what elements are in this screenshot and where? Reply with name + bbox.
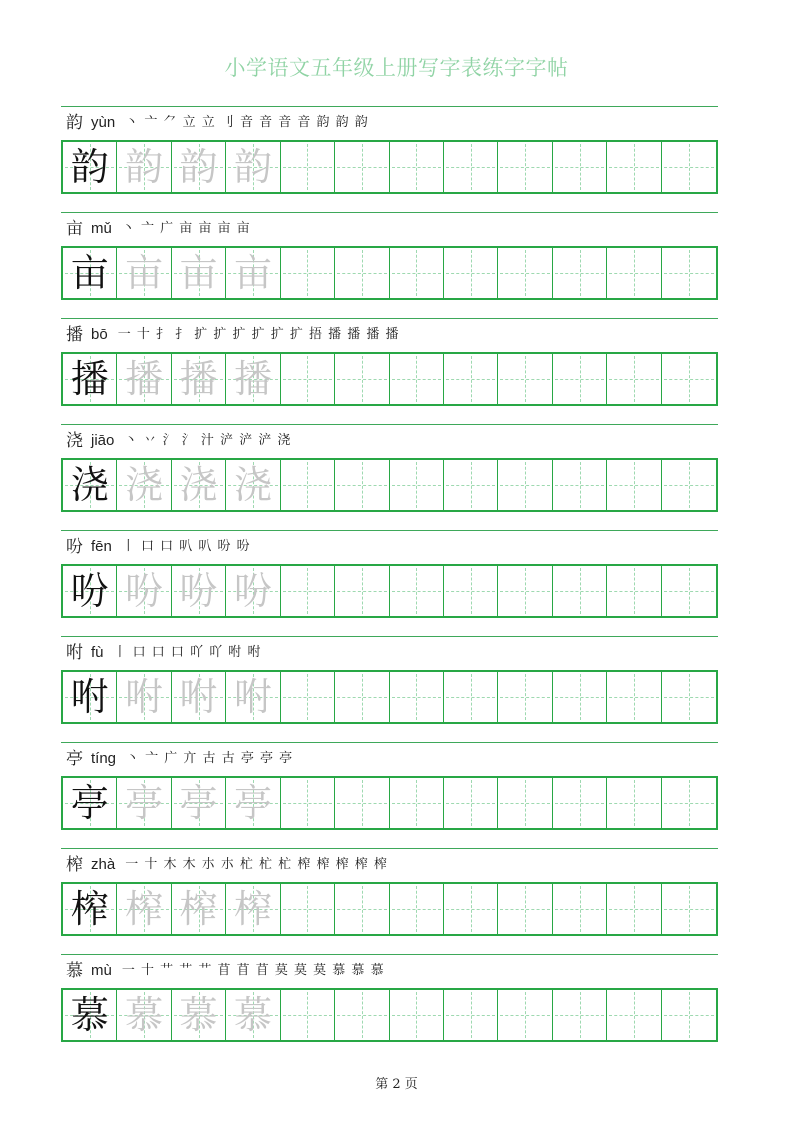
- trace-character: 浇: [125, 463, 164, 507]
- model-cell: [63, 990, 117, 1040]
- blank-practice-cell[interactable]: [444, 884, 498, 934]
- trace-cell: [172, 990, 226, 1040]
- blank-practice-cell[interactable]: [335, 990, 389, 1040]
- character-header: [66, 855, 388, 875]
- stroke-order: 一 十 木 木 朩 朩 杧 杧 杧 榨 榨 榨 榨 榨: [125, 857, 388, 872]
- writing-grid: [61, 564, 718, 618]
- practice-section: [61, 848, 718, 940]
- model-character: 浇: [70, 463, 109, 507]
- blank-practice-cell[interactable]: [444, 248, 498, 298]
- stroke-order: 丨 口 口 叭 叭 吩 吩: [121, 539, 251, 554]
- blank-practice-cell[interactable]: [335, 884, 389, 934]
- practice-section: [61, 106, 718, 198]
- trace-cell: [172, 248, 226, 298]
- blank-practice-cell[interactable]: [607, 142, 661, 192]
- model-character: 韵: [70, 145, 109, 189]
- trace-character: 咐: [233, 675, 272, 719]
- blank-practice-cell[interactable]: [390, 990, 444, 1040]
- trace-cell: [172, 566, 226, 616]
- trace-cell: [226, 248, 280, 298]
- blank-practice-cell[interactable]: [553, 142, 607, 192]
- blank-practice-cell[interactable]: [281, 778, 335, 828]
- blank-practice-cell[interactable]: [662, 142, 716, 192]
- trace-cell: [172, 354, 226, 404]
- model-cell: [63, 672, 117, 722]
- blank-practice-cell[interactable]: [553, 884, 607, 934]
- section-divider: [61, 530, 718, 531]
- blank-practice-cell[interactable]: [662, 248, 716, 298]
- trace-character: 榨: [179, 887, 218, 931]
- blank-practice-cell[interactable]: [553, 990, 607, 1040]
- blank-practice-cell[interactable]: [390, 566, 444, 616]
- trace-character: 亩: [179, 251, 218, 295]
- practice-section: [61, 424, 718, 516]
- blank-practice-cell[interactable]: [444, 990, 498, 1040]
- blank-practice-cell[interactable]: [498, 990, 552, 1040]
- section-divider: [61, 954, 718, 955]
- trace-cell: [226, 142, 280, 192]
- section-divider: [61, 424, 718, 425]
- trace-character: 播: [179, 357, 218, 401]
- pinyin-label: fù: [91, 644, 104, 661]
- blank-practice-cell[interactable]: [607, 460, 661, 510]
- trace-cell: [226, 566, 280, 616]
- pinyin-label: bō: [91, 326, 108, 343]
- trace-character: 浇: [179, 463, 218, 507]
- trace-cell: [117, 460, 171, 510]
- trace-character: 慕: [233, 993, 272, 1037]
- model-character: 咐: [70, 675, 109, 719]
- trace-cell: [117, 884, 171, 934]
- writing-grid: [61, 776, 718, 830]
- section-divider: [61, 318, 718, 319]
- writing-grid: [61, 670, 718, 724]
- trace-cell: [226, 990, 280, 1040]
- character-header: [66, 325, 400, 345]
- blank-practice-cell[interactable]: [390, 778, 444, 828]
- writing-grid: [61, 246, 718, 300]
- blank-practice-cell[interactable]: [390, 460, 444, 510]
- blank-practice-cell[interactable]: [662, 778, 716, 828]
- practice-section: [61, 954, 718, 1046]
- blank-practice-cell[interactable]: [607, 672, 661, 722]
- stroke-order: 丶 亠 ⺈ 立 立 ⺉ 音 音 音 音 韵 韵 韵: [125, 115, 369, 130]
- blank-practice-cell[interactable]: [281, 460, 335, 510]
- trace-character: 亭: [233, 781, 272, 825]
- stroke-order: 一 十 艹 艹 艹 苜 苜 苜 莫 莫 莫 慕 慕 慕: [121, 963, 385, 978]
- model-character: 亭: [70, 781, 109, 825]
- character-header: [66, 113, 369, 133]
- trace-character: 亩: [233, 251, 272, 295]
- blank-practice-cell[interactable]: [607, 990, 661, 1040]
- trace-cell: [117, 248, 171, 298]
- blank-practice-cell[interactable]: [335, 248, 389, 298]
- blank-practice-cell[interactable]: [498, 672, 552, 722]
- trace-cell: [172, 778, 226, 828]
- blank-practice-cell[interactable]: [281, 884, 335, 934]
- header-character: 浇: [66, 431, 83, 451]
- trace-character: 咐: [179, 675, 218, 719]
- writing-grid: [61, 882, 718, 936]
- trace-cell: [117, 354, 171, 404]
- blank-practice-cell[interactable]: [281, 142, 335, 192]
- header-character: 榨: [66, 855, 83, 875]
- trace-character: 吩: [233, 569, 272, 613]
- model-character: 榨: [70, 887, 109, 931]
- trace-cell: [172, 884, 226, 934]
- trace-character: 慕: [125, 993, 164, 1037]
- header-character: 播: [66, 325, 83, 345]
- model-character: 播: [70, 357, 109, 401]
- blank-practice-cell[interactable]: [498, 778, 552, 828]
- header-character: 亭: [66, 749, 83, 769]
- pinyin-label: mǔ: [91, 220, 112, 237]
- trace-cell: [117, 778, 171, 828]
- trace-character: 浇: [233, 463, 272, 507]
- stroke-order: 丶 丷 氵 氵 汁 浐 浐 浐 浇: [124, 433, 292, 448]
- blank-practice-cell[interactable]: [444, 778, 498, 828]
- writing-grid: [61, 988, 718, 1042]
- trace-character: 播: [125, 357, 164, 401]
- trace-character: 亭: [125, 781, 164, 825]
- practice-section: [61, 530, 718, 622]
- model-cell: [63, 778, 117, 828]
- trace-cell: [117, 990, 171, 1040]
- practice-section: [61, 318, 718, 410]
- trace-character: 韵: [233, 145, 272, 189]
- trace-cell: [226, 884, 280, 934]
- blank-practice-cell[interactable]: [662, 672, 716, 722]
- trace-character: 韵: [179, 145, 218, 189]
- blank-practice-cell[interactable]: [281, 248, 335, 298]
- blank-practice-cell[interactable]: [444, 672, 498, 722]
- blank-practice-cell[interactable]: [662, 990, 716, 1040]
- blank-practice-cell[interactable]: [335, 566, 389, 616]
- character-header: [66, 431, 291, 451]
- blank-practice-cell[interactable]: [662, 884, 716, 934]
- trace-cell: [226, 354, 280, 404]
- character-header: [66, 961, 385, 981]
- trace-cell: [226, 672, 280, 722]
- trace-character: 播: [233, 357, 272, 401]
- blank-practice-cell[interactable]: [607, 884, 661, 934]
- blank-practice-cell[interactable]: [553, 248, 607, 298]
- section-divider: [61, 212, 718, 213]
- blank-practice-cell[interactable]: [498, 460, 552, 510]
- model-character: 吩: [70, 569, 109, 613]
- header-character: 吩: [66, 537, 83, 557]
- model-cell: [63, 354, 117, 404]
- trace-character: 慕: [179, 993, 218, 1037]
- blank-practice-cell[interactable]: [444, 354, 498, 404]
- blank-practice-cell[interactable]: [390, 884, 444, 934]
- character-header: [66, 537, 251, 557]
- blank-practice-cell[interactable]: [281, 672, 335, 722]
- trace-cell: [117, 142, 171, 192]
- character-header: [66, 219, 251, 239]
- pinyin-label: jiāo: [91, 432, 115, 449]
- blank-practice-cell[interactable]: [390, 142, 444, 192]
- trace-character: 亩: [125, 251, 164, 295]
- trace-cell: [172, 672, 226, 722]
- header-character: 亩: [66, 219, 83, 239]
- model-cell: [63, 142, 117, 192]
- trace-cell: [117, 672, 171, 722]
- stroke-order: 丶 亠 广 亣 古 古 亭 亭 亭: [126, 751, 294, 766]
- header-character: 慕: [66, 961, 83, 981]
- blank-practice-cell[interactable]: [498, 142, 552, 192]
- practice-section: [61, 636, 718, 728]
- section-divider: [61, 742, 718, 743]
- page-number: 第 2 页: [375, 1077, 418, 1092]
- blank-practice-cell[interactable]: [390, 248, 444, 298]
- trace-cell: [117, 566, 171, 616]
- writing-grid: [61, 352, 718, 406]
- trace-character: 榨: [233, 887, 272, 931]
- model-cell: [63, 884, 117, 934]
- blank-practice-cell[interactable]: [335, 460, 389, 510]
- blank-practice-cell[interactable]: [607, 354, 661, 404]
- trace-character: 咐: [125, 675, 164, 719]
- page-title: 小学语文五年级上册写字表练字字帖: [224, 56, 569, 80]
- blank-practice-cell[interactable]: [553, 672, 607, 722]
- model-character: 亩: [70, 251, 109, 295]
- trace-character: 亭: [179, 781, 218, 825]
- blank-practice-cell[interactable]: [281, 990, 335, 1040]
- blank-practice-cell[interactable]: [553, 778, 607, 828]
- blank-practice-cell[interactable]: [335, 142, 389, 192]
- blank-practice-cell[interactable]: [444, 142, 498, 192]
- practice-section: [61, 212, 718, 304]
- blank-practice-cell[interactable]: [498, 884, 552, 934]
- blank-practice-cell[interactable]: [390, 354, 444, 404]
- blank-practice-cell[interactable]: [607, 778, 661, 828]
- pinyin-label: tíng: [91, 750, 117, 767]
- blank-practice-cell[interactable]: [553, 566, 607, 616]
- character-header: [66, 643, 261, 663]
- model-character: 慕: [70, 993, 109, 1037]
- blank-practice-cell[interactable]: [607, 566, 661, 616]
- trace-character: 韵: [125, 145, 164, 189]
- model-cell: [63, 248, 117, 298]
- blank-practice-cell[interactable]: [498, 248, 552, 298]
- trace-cell: [226, 778, 280, 828]
- blank-practice-cell[interactable]: [444, 566, 498, 616]
- blank-practice-cell[interactable]: [281, 566, 335, 616]
- stroke-order: 丶 亠 广 亩 亩 亩 亩: [121, 221, 251, 236]
- blank-practice-cell[interactable]: [607, 248, 661, 298]
- blank-practice-cell[interactable]: [335, 672, 389, 722]
- stroke-order: 丨 口 口 口 吖 吖 咐 咐: [113, 645, 262, 660]
- blank-practice-cell[interactable]: [281, 354, 335, 404]
- trace-character: 吩: [125, 569, 164, 613]
- blank-practice-cell[interactable]: [390, 672, 444, 722]
- writing-grid: [61, 458, 718, 512]
- stroke-order: 一 十 扌 扌 扩 扩 扩 扩 扩 扩 捂 播 播 播 播: [117, 327, 400, 342]
- blank-practice-cell[interactable]: [498, 566, 552, 616]
- trace-character: 吩: [179, 569, 218, 613]
- blank-practice-cell[interactable]: [553, 354, 607, 404]
- section-divider: [61, 106, 718, 107]
- blank-practice-cell[interactable]: [662, 566, 716, 616]
- pinyin-label: zhà: [91, 856, 116, 873]
- writing-grid: [61, 140, 718, 194]
- character-header: [66, 749, 293, 769]
- trace-character: 榨: [125, 887, 164, 931]
- blank-practice-cell[interactable]: [444, 460, 498, 510]
- blank-practice-cell[interactable]: [662, 354, 716, 404]
- model-cell: [63, 566, 117, 616]
- blank-practice-cell[interactable]: [335, 354, 389, 404]
- trace-cell: [226, 460, 280, 510]
- trace-cell: [172, 460, 226, 510]
- blank-practice-cell[interactable]: [335, 778, 389, 828]
- section-divider: [61, 636, 718, 637]
- header-character: 韵: [66, 113, 83, 133]
- blank-practice-cell[interactable]: [553, 460, 607, 510]
- pinyin-label: fēn: [91, 538, 112, 555]
- section-divider: [61, 848, 718, 849]
- pinyin-label: yùn: [91, 114, 116, 131]
- header-character: 咐: [66, 643, 83, 663]
- practice-section: [61, 742, 718, 834]
- pinyin-label: mù: [91, 962, 112, 979]
- blank-practice-cell[interactable]: [662, 460, 716, 510]
- model-cell: [63, 460, 117, 510]
- blank-practice-cell[interactable]: [498, 354, 552, 404]
- trace-cell: [172, 142, 226, 192]
